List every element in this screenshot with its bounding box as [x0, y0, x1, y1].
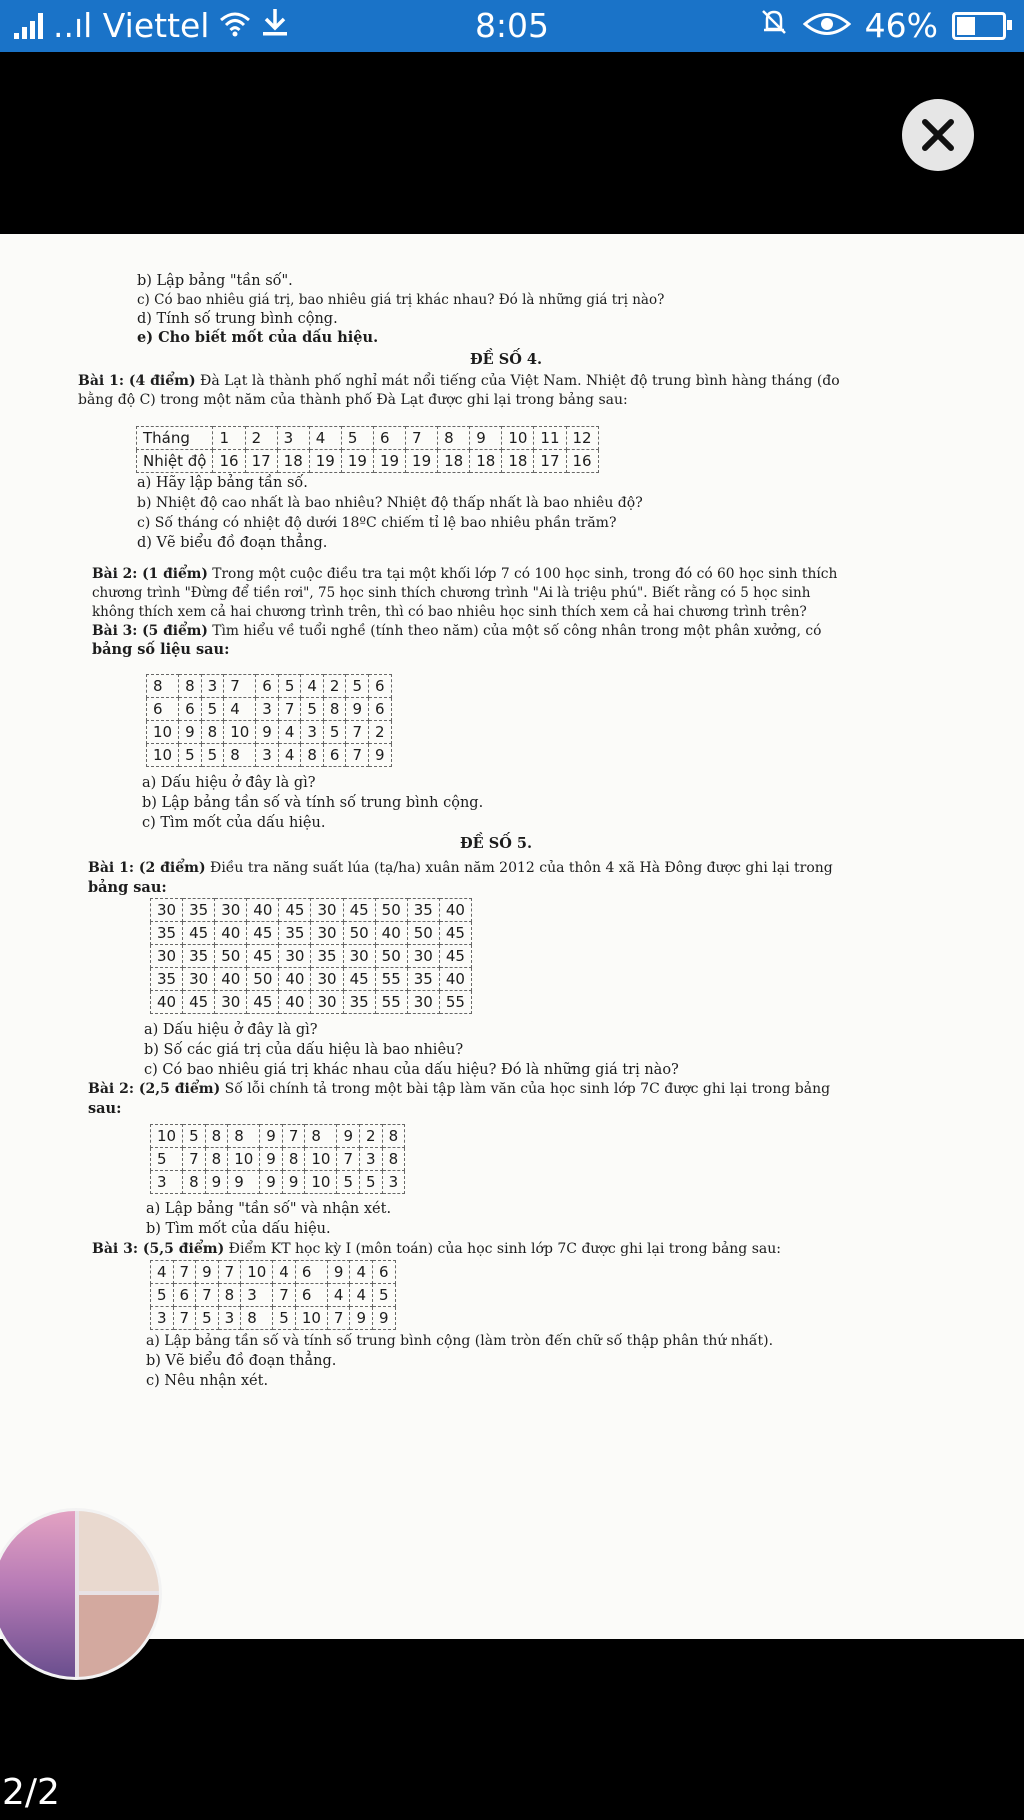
page-indicator: 2/2: [2, 1772, 60, 1813]
table-cell: 45: [183, 991, 215, 1014]
table-cell: 8: [218, 1284, 241, 1307]
table-cell: 17: [245, 450, 277, 473]
problem-title: Bài 3: (5,5 điểm): [92, 1241, 225, 1257]
table-cell: 9: [260, 1171, 283, 1194]
table-cell: 3: [218, 1307, 241, 1330]
problem-line: [92, 1240, 781, 1258]
table-cell: 40: [279, 968, 311, 991]
table-cell: 50: [215, 945, 247, 968]
text-line: e) Cho biết mốt của dấu hiệu.: [137, 329, 379, 346]
table-cell: 7: [327, 1307, 350, 1330]
text-line: b) Tìm mốt của dấu hiệu.: [146, 1221, 331, 1237]
table-row: [147, 698, 392, 721]
table-cell: 19: [309, 450, 341, 473]
text-line: d) Tính số trung bình cộng.: [137, 311, 338, 327]
table-row: [151, 922, 472, 945]
table-cell: 7: [224, 675, 256, 698]
table-cell: 40: [215, 968, 247, 991]
table-cell: 5: [196, 1307, 219, 1330]
table-cell: 7: [282, 1125, 305, 1148]
test-scores-table: [150, 1260, 396, 1330]
text-line: d) Vẽ biểu đồ đoạn thẳng.: [137, 535, 328, 551]
table-cell: 11: [534, 427, 566, 450]
table-cell: 7: [278, 698, 301, 721]
table-cell: 4: [350, 1261, 373, 1284]
table-cell: 3: [382, 1171, 405, 1194]
status-bar: [0, 0, 1024, 52]
table-cell: 4: [278, 744, 301, 767]
text-line: c) Có bao nhiêu giá trị khác nhau của dấu hiệu? Đó là những giá trị nào?: [144, 1062, 679, 1078]
text-line: a) Dấu hiệu ở đây là gì?: [144, 1022, 318, 1038]
table-cell: 16: [566, 450, 598, 473]
text-line: bảng sau:: [88, 879, 167, 896]
table-cell: 19: [406, 450, 438, 473]
table-cell: 40: [375, 922, 407, 945]
battery-icon: [952, 12, 1006, 40]
table-cell: 6: [147, 698, 179, 721]
table-cell: 4: [301, 675, 324, 698]
text-line: chương trình "Đừng để tiền rơi", 75 học sinh thích chương trình "Ai là triệu phú". Biết rằng có 5 học sinh: [92, 585, 811, 601]
table-cell: 45: [343, 899, 375, 922]
table-cell: 4: [278, 721, 301, 744]
table-cell: 4: [327, 1284, 350, 1307]
text-line: b) Lập bảng "tần số".: [137, 273, 293, 289]
table-cell: 9: [205, 1171, 228, 1194]
table-cell: 4: [350, 1284, 373, 1307]
table-cell: 10: [147, 744, 179, 767]
table-cell: 4: [151, 1261, 174, 1284]
problem-title: Bài 1: (4 điểm): [78, 373, 196, 389]
table-cell: 7: [173, 1307, 196, 1330]
table-cell: 6: [373, 1261, 396, 1284]
table-cell: 8: [282, 1148, 305, 1171]
table-cell: 55: [375, 991, 407, 1014]
table-cell: 35: [151, 922, 183, 945]
problem-line: [88, 859, 833, 877]
table-cell: 6: [295, 1261, 327, 1284]
problem-text: Điểm KT học kỳ I (môn toán) của học sinh lớp 7C được ghi lại trong bảng sau:: [224, 1241, 781, 1257]
table-cell: 45: [247, 991, 279, 1014]
table-cell: 18: [502, 450, 534, 473]
document-page: [0, 234, 1024, 1639]
table-cell: 45: [247, 945, 279, 968]
table-cell: 9: [256, 721, 279, 744]
close-icon: [920, 117, 956, 153]
table-cell: 8: [147, 675, 179, 698]
table-cell: 35: [407, 968, 439, 991]
section-heading: ĐỀ SỐ 4.: [470, 351, 543, 368]
carrier-name: ..ıl Viettel: [53, 6, 210, 45]
text-line: a) Dấu hiệu ở đây là gì?: [142, 775, 316, 791]
text-line: c) Nêu nhận xét.: [146, 1373, 269, 1389]
problem-text: Trong một cuộc điều tra tại một khối lớp 7 có 100 học sinh, trong đó có 60 học sinh thích: [207, 566, 838, 582]
table-cell: 40: [151, 991, 183, 1014]
table-cell: 3: [201, 675, 224, 698]
text-line: b) Vẽ biểu đồ đoạn thẳng.: [146, 1353, 337, 1369]
table-cell: 7: [346, 721, 369, 744]
table-cell: 5: [301, 698, 324, 721]
table-cell: 3: [151, 1307, 174, 1330]
problem-title: Bài 2: (1 điểm): [92, 566, 208, 582]
table-cell: Tháng: [137, 427, 213, 450]
table-cell: 6: [323, 744, 346, 767]
table-cell: 6: [373, 427, 405, 450]
text-line: b) Nhiệt độ cao nhất là bao nhiêu? Nhiệt độ thấp nhất là bao nhiêu độ?: [137, 495, 643, 511]
table-cell: 40: [439, 899, 471, 922]
table-cell: 45: [247, 922, 279, 945]
spelling-errors-table: [150, 1124, 405, 1194]
table-cell: 30: [407, 945, 439, 968]
table-cell: 10: [295, 1307, 327, 1330]
table-cell: 3: [151, 1171, 183, 1194]
table-cell: 30: [311, 922, 343, 945]
table-cell: 8: [382, 1148, 405, 1171]
table-cell: 45: [279, 899, 311, 922]
problem-text: Đà Lạt là thành phố nghỉ mát nổi tiếng của Việt Nam. Nhiệt độ trung bình hàng tháng (đo: [195, 373, 840, 389]
table-cell: 35: [311, 945, 343, 968]
text-line: b) Số các giá trị của dấu hiệu là bao nhiêu?: [144, 1042, 464, 1058]
text-line: c) Số tháng có nhiệt độ dưới 18ºC chiếm tỉ lệ bao nhiêu phần trăm?: [137, 515, 617, 531]
problem-line: [92, 565, 837, 583]
table-row: [137, 427, 599, 450]
table-cell: 5: [183, 1125, 206, 1148]
rice-yield-table: [150, 898, 472, 1014]
table-cell: 8: [179, 675, 202, 698]
table-cell: 45: [439, 922, 471, 945]
table-cell: 10: [151, 1125, 183, 1148]
avatar-photo: [79, 1595, 159, 1677]
table-cell: 5: [346, 675, 369, 698]
table-cell: 10: [305, 1171, 337, 1194]
table-cell: 50: [407, 922, 439, 945]
table-cell: 5: [323, 721, 346, 744]
text-line: bảng số liệu sau:: [92, 641, 230, 658]
table-cell: 55: [439, 991, 471, 1014]
text-line: b) Lập bảng tần số và tính số trung bình cộng.: [142, 795, 484, 811]
table-cell: 19: [373, 450, 405, 473]
problem-line: [78, 372, 840, 390]
table-cell: 7: [218, 1261, 241, 1284]
temperature-table: [136, 426, 599, 473]
eye-icon: [803, 6, 851, 45]
table-cell: 10: [228, 1148, 260, 1171]
table-cell: 8: [183, 1171, 206, 1194]
table-row: [137, 450, 599, 473]
table-cell: 7: [183, 1148, 206, 1171]
status-right: [759, 6, 1006, 45]
table-cell: 50: [343, 922, 375, 945]
table-cell: 17: [534, 450, 566, 473]
table-cell: 9: [260, 1148, 283, 1171]
table-cell: 9: [228, 1171, 260, 1194]
table-cell: 9: [350, 1307, 373, 1330]
table-cell: 7: [337, 1148, 360, 1171]
table-row: [151, 899, 472, 922]
table-cell: 18: [438, 450, 470, 473]
table-cell: Nhiệt độ: [137, 450, 213, 473]
table-cell: 19: [341, 450, 373, 473]
text-line: bằng độ C) trong một năm của thành phố Đà Lạt được ghi lại trong bảng sau:: [78, 392, 628, 408]
table-cell: 3: [360, 1148, 383, 1171]
table-cell: 9: [196, 1261, 219, 1284]
table-cell: 2: [369, 721, 392, 744]
table-cell: 4: [273, 1261, 296, 1284]
table-row: [151, 1171, 405, 1194]
table-cell: 3: [301, 721, 324, 744]
table-cell: 5: [273, 1307, 296, 1330]
table-row: [151, 1307, 396, 1330]
table-cell: 6: [369, 698, 392, 721]
table-cell: 40: [215, 922, 247, 945]
problem-line: [88, 1080, 830, 1098]
problem-text: Số lỗi chính tả trong một bài tập làm văn của học sinh lớp 7C được ghi lại trong bảng: [220, 1081, 831, 1097]
table-cell: 9: [327, 1261, 350, 1284]
table-cell: 35: [279, 922, 311, 945]
table-cell: 9: [470, 427, 502, 450]
table-cell: 3: [277, 427, 309, 450]
table-row: [147, 721, 392, 744]
text-line: a) Lập bảng "tần số" và nhận xét.: [146, 1201, 392, 1217]
table-cell: 1: [213, 427, 245, 450]
table-cell: 5: [179, 744, 202, 767]
table-cell: 12: [566, 427, 598, 450]
table-row: [151, 968, 472, 991]
table-row: [151, 1261, 396, 1284]
problem-text: Điều tra năng suất lúa (tạ/ha) xuân năm 2012 của thôn 4 xã Hà Đông được ghi lại trong: [205, 860, 833, 876]
close-button[interactable]: [902, 99, 974, 171]
table-cell: 30: [311, 968, 343, 991]
table-cell: 18: [470, 450, 502, 473]
table-cell: 5: [151, 1148, 183, 1171]
table-cell: 9: [260, 1125, 283, 1148]
table-cell: 8: [201, 721, 224, 744]
table-cell: 30: [311, 991, 343, 1014]
table-cell: 5: [201, 744, 224, 767]
table-cell: 30: [151, 945, 183, 968]
table-cell: 2: [245, 427, 277, 450]
table-cell: 3: [241, 1284, 273, 1307]
table-cell: 5: [337, 1171, 360, 1194]
table-cell: 55: [375, 968, 407, 991]
table-cell: 7: [173, 1261, 196, 1284]
table-cell: 10: [224, 721, 256, 744]
table-cell: 35: [183, 899, 215, 922]
table-cell: 8: [241, 1307, 273, 1330]
table-cell: 40: [247, 899, 279, 922]
table-cell: 16: [213, 450, 245, 473]
table-cell: 8: [438, 427, 470, 450]
table-cell: 30: [215, 899, 247, 922]
table-row: [151, 1125, 405, 1148]
table-cell: 40: [279, 991, 311, 1014]
table-cell: 45: [343, 968, 375, 991]
table-cell: 5: [278, 675, 301, 698]
table-cell: 6: [369, 675, 392, 698]
table-cell: 45: [439, 945, 471, 968]
table-cell: 50: [247, 968, 279, 991]
table-cell: 5: [373, 1284, 396, 1307]
text-line: c) Tìm mốt của dấu hiệu.: [142, 815, 326, 831]
table-cell: 9: [337, 1125, 360, 1148]
table-cell: 50: [375, 899, 407, 922]
table-cell: 9: [369, 744, 392, 767]
table-cell: 5: [201, 698, 224, 721]
table-cell: 8: [224, 744, 256, 767]
table-cell: 10: [147, 721, 179, 744]
text-line: a) Lập bảng tần số và tính số trung bình cộng (làm tròn đến chữ số thập phân thứ nhất).: [146, 1333, 774, 1349]
table-row: [147, 675, 392, 698]
table-cell: 4: [224, 698, 256, 721]
table-cell: 8: [305, 1125, 337, 1148]
table-cell: 30: [215, 991, 247, 1014]
table-cell: 5: [341, 427, 373, 450]
text-line: c) Có bao nhiêu giá trị, bao nhiêu giá trị khác nhau? Đó là những giá trị nào?: [137, 292, 665, 308]
table-cell: 30: [279, 945, 311, 968]
table-cell: 8: [205, 1125, 228, 1148]
table-row: [151, 991, 472, 1014]
table-cell: 3: [256, 744, 279, 767]
table-cell: 8: [228, 1125, 260, 1148]
table-cell: 8: [205, 1148, 228, 1171]
table-cell: 5: [151, 1284, 174, 1307]
work-years-table: [146, 674, 392, 767]
table-cell: 30: [183, 968, 215, 991]
table-row: [151, 1148, 405, 1171]
table-cell: 8: [301, 744, 324, 767]
table-row: [147, 744, 392, 767]
table-cell: 6: [179, 698, 202, 721]
table-cell: 6: [173, 1284, 196, 1307]
table-cell: 30: [311, 899, 343, 922]
table-cell: 10: [305, 1148, 337, 1171]
table-cell: 7: [346, 744, 369, 767]
problem-title: Bài 3: (5 điểm): [92, 623, 208, 639]
avatar-photo: [79, 1511, 159, 1591]
table-cell: 10: [502, 427, 534, 450]
table-cell: 18: [277, 450, 309, 473]
table-cell: 5: [360, 1171, 383, 1194]
table-cell: 35: [151, 968, 183, 991]
table-cell: 35: [183, 945, 215, 968]
table-cell: 7: [406, 427, 438, 450]
problem-line: [92, 622, 821, 640]
text-line: a) Hãy lập bảng tần số.: [137, 475, 308, 491]
table-cell: 35: [343, 991, 375, 1014]
table-cell: 7: [196, 1284, 219, 1307]
table-cell: 2: [323, 675, 346, 698]
table-cell: 35: [407, 899, 439, 922]
problem-text: Tìm hiểu về tuổi nghề (tính theo năm) của một số công nhân trong một phân xưởng, có: [207, 623, 822, 639]
table-cell: 4: [309, 427, 341, 450]
table-row: [151, 1284, 396, 1307]
table-cell: 6: [295, 1284, 327, 1307]
avatar-photo: [0, 1511, 75, 1677]
table-cell: 40: [439, 968, 471, 991]
table-cell: 30: [343, 945, 375, 968]
battery-percent: 46%: [864, 6, 938, 45]
table-cell: 8: [323, 698, 346, 721]
table-row: [151, 945, 472, 968]
problem-title: Bài 2: (2,5 điểm): [88, 1081, 221, 1097]
table-cell: 30: [151, 899, 183, 922]
mute-bell-icon: [759, 6, 789, 45]
text-line: sau:: [88, 1100, 122, 1117]
table-cell: 30: [407, 991, 439, 1014]
section-heading: ĐỀ SỐ 5.: [460, 835, 533, 852]
table-cell: 50: [375, 945, 407, 968]
problem-title: Bài 1: (2 điểm): [88, 860, 206, 876]
table-cell: 3: [256, 698, 279, 721]
chat-head-avatar[interactable]: [0, 1508, 162, 1680]
text-line: không thích xem cả hai chương trình trên, thì có bao nhiêu học sinh thích xem cả hai chương trình trên?: [92, 604, 807, 620]
table-cell: 9: [346, 698, 369, 721]
table-cell: 45: [183, 922, 215, 945]
table-cell: 8: [382, 1125, 405, 1148]
table-cell: 9: [179, 721, 202, 744]
table-cell: 6: [256, 675, 279, 698]
table-cell: 9: [373, 1307, 396, 1330]
table-cell: 7: [273, 1284, 296, 1307]
clock: 8:05: [474, 6, 550, 45]
table-cell: 9: [282, 1171, 305, 1194]
table-cell: 10: [241, 1261, 273, 1284]
table-cell: 2: [360, 1125, 383, 1148]
